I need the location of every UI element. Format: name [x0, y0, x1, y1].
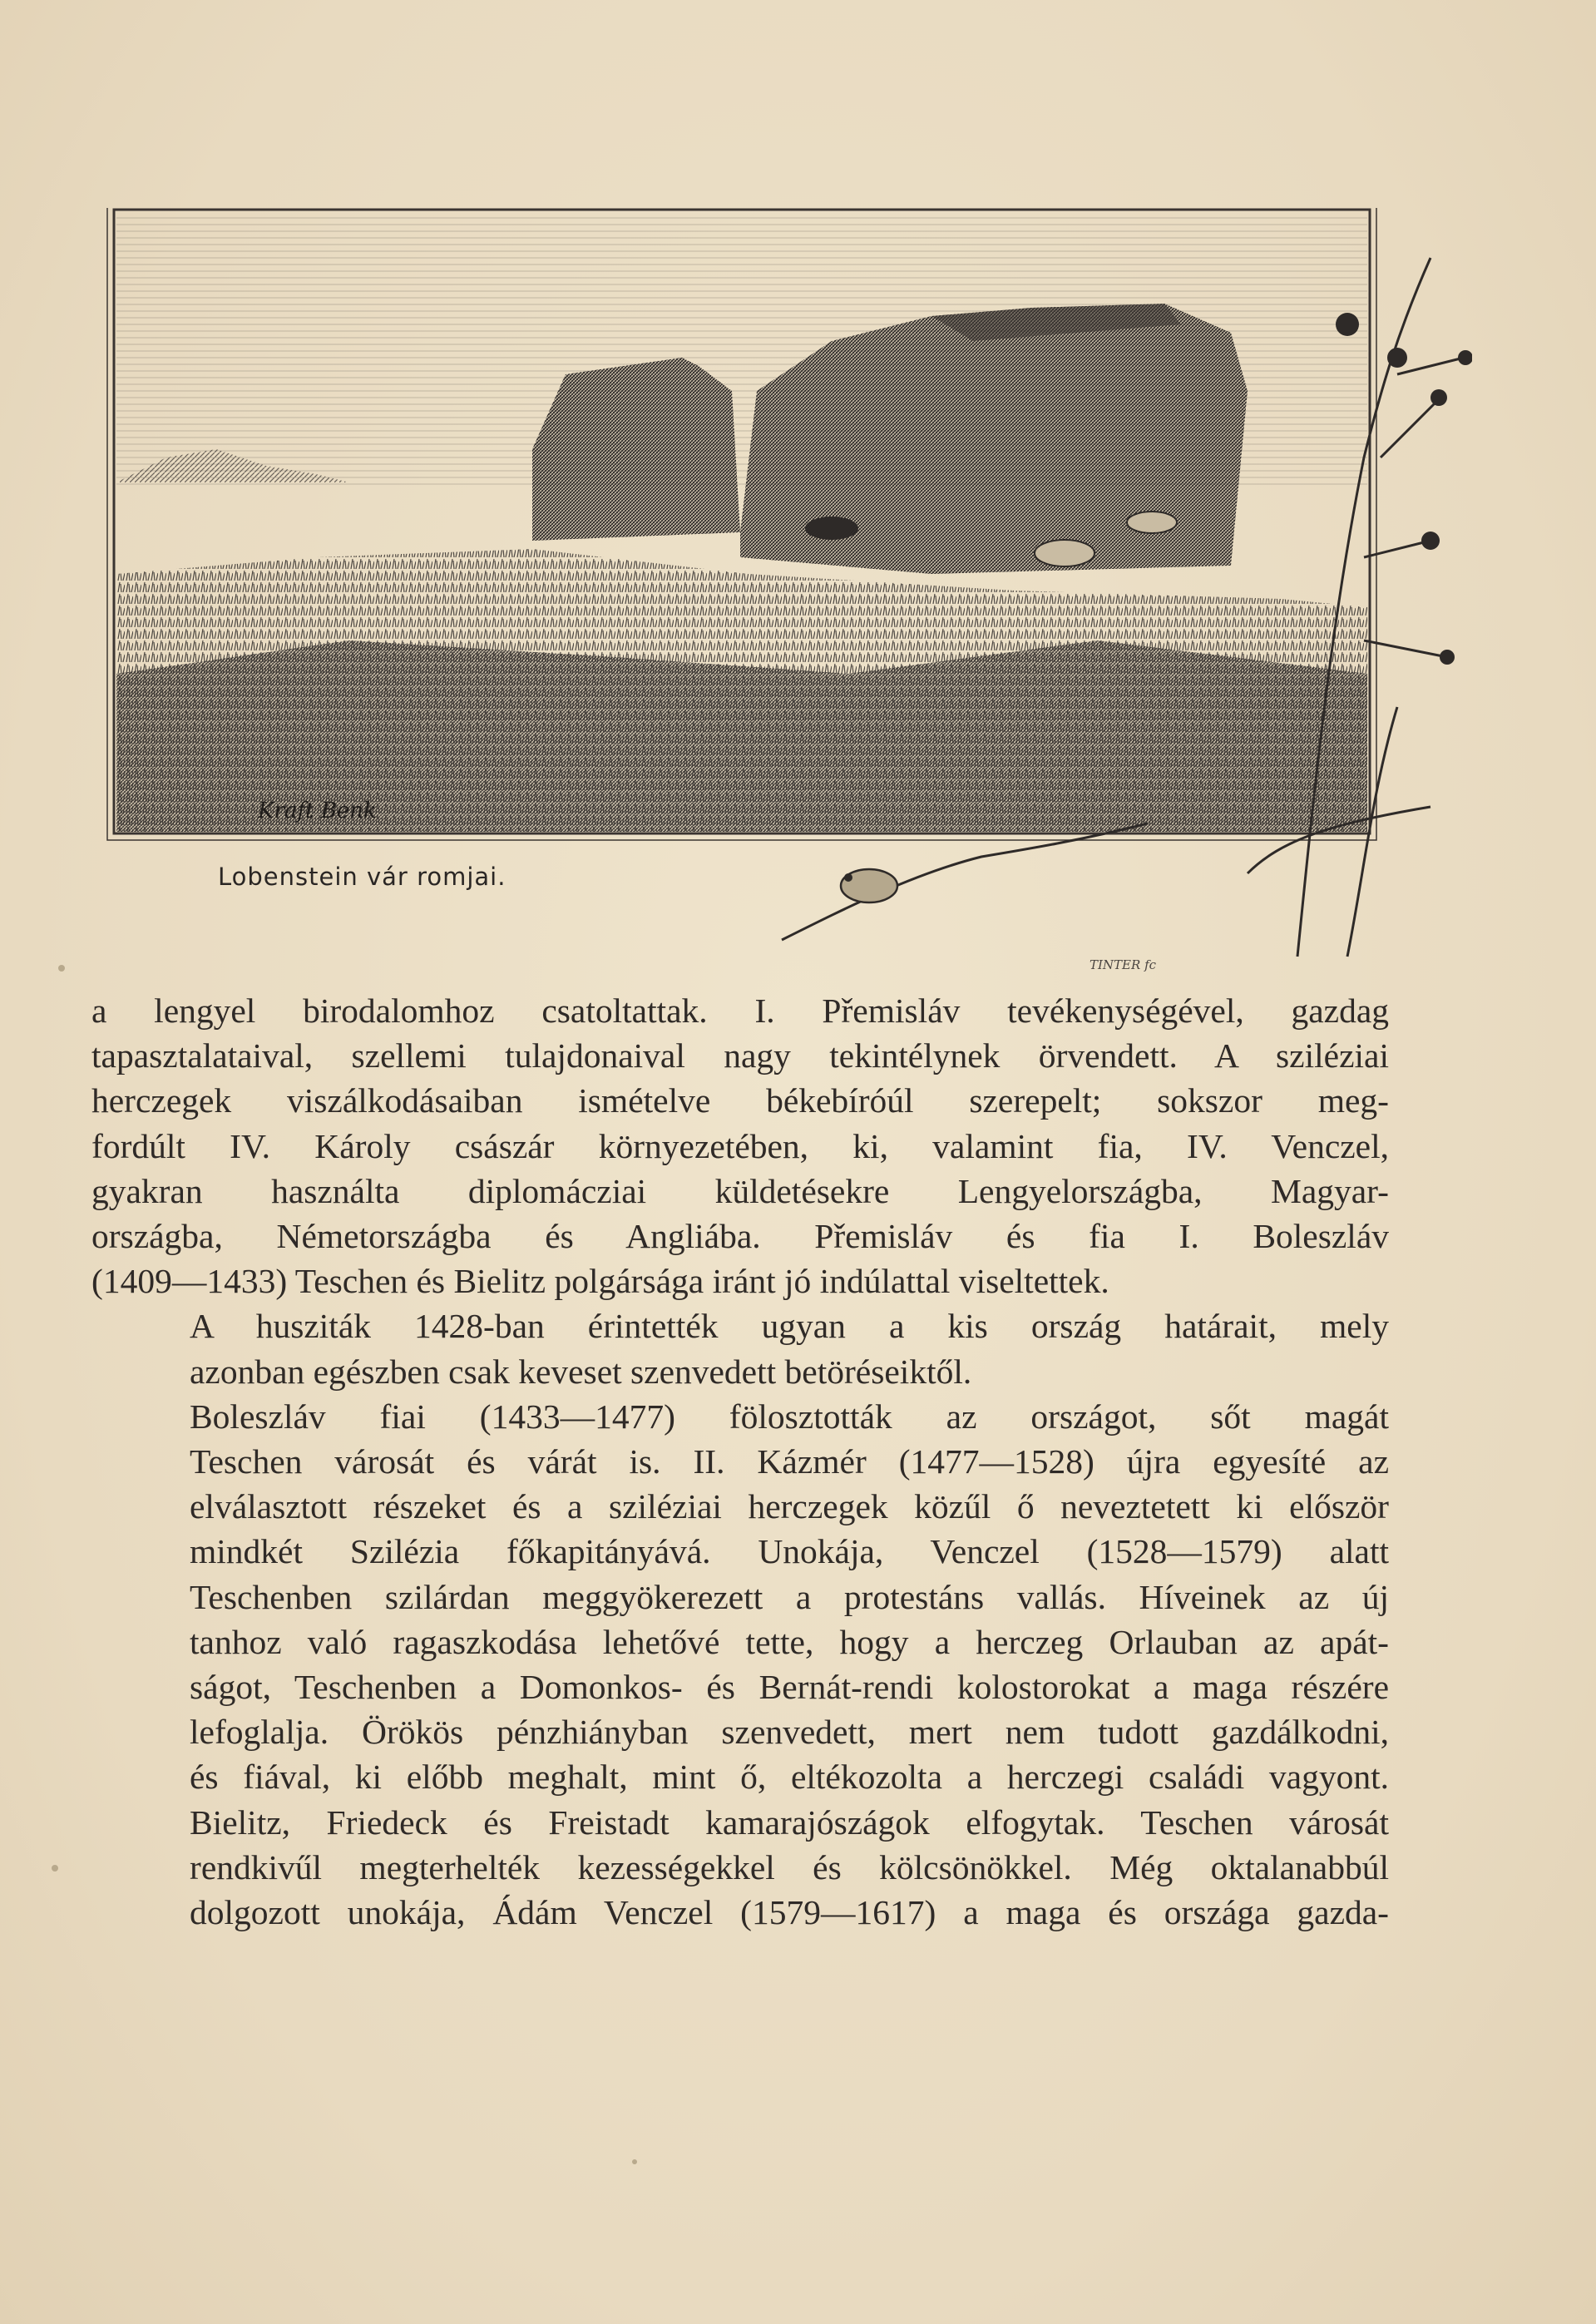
text-line: Teschenben szilárdan meggyökerezett a protestáns vallás. Híveinek az új — [190, 1577, 1389, 1616]
text-line: dolgozott unokája, Ádám Venczel (1579—1617) a maga és országa gazda- — [190, 1893, 1389, 1932]
text-line: tapasztalataival, szellemi tulajdonaival nagy tekintélynek örvendett. A sziléziai — [91, 1036, 1389, 1075]
text-line: Teschen városát és várát is. II. Kázmér (1477—1528) újra egyesíté az — [190, 1442, 1389, 1481]
text-line: lefoglalja. Örökös pénzhiányban szenvedett, mert nem tudott gazdálkodni, — [190, 1713, 1389, 1752]
text-line: herczegek viszálkodásaiban ismételve békebíróúl szerepelt; sokszor meg- — [91, 1081, 1389, 1120]
artist-signature: Kraft Benk — [258, 799, 377, 823]
paper-spot — [58, 965, 65, 972]
text-line: elválasztott részeket és a sziléziai herczegek közűl ő neveztetett ki először — [190, 1487, 1389, 1526]
text-line: A husziták 1428-ban érintették ugyan a kis ország határait, mely — [190, 1307, 1389, 1346]
ruins-engraving — [100, 208, 1472, 973]
paper-spot — [632, 2159, 637, 2164]
text-line: gyakran használta diplomácziai küldetésekre Lengyelországba, Magyar- — [91, 1171, 1389, 1210]
text-line: tanhoz való ragaszkodása lehetővé tette, hogy a herczeg Orlauban az apát- — [190, 1622, 1389, 1661]
text-line: országba, Németországba és Angliába. Přemisláv és fia I. Boleszláv — [91, 1217, 1389, 1256]
engraver-signature: TINTER fc — [1090, 957, 1157, 972]
paragraph — [91, 1303, 1389, 1393]
text-line: a lengyel birodalomhoz csatoltattak. I. Přemisláv tevékenységével, gazdag — [91, 991, 1389, 1030]
text-line: és fiával, ki előbb meghalt, mint ő, eltékozolta a herczegi családi vagyont. — [190, 1758, 1389, 1797]
text-line: fordúlt IV. Károly császár környezetében, ki, valamint fia, IV. Venczel, — [91, 1126, 1389, 1165]
paper-spot — [52, 1865, 58, 1872]
text-line: azonban egészben csak keveset szenvedett betöréseiktől. — [190, 1352, 972, 1391]
figure-caption: Lobenstein vár romjai. — [218, 863, 506, 891]
text-line: Boleszláv fiai (1433—1477) fölosztották az országot, sőt magát — [190, 1397, 1389, 1436]
paragraph — [91, 988, 1389, 1303]
paragraph — [91, 1394, 1389, 1935]
text-line: (1409—1433) Teschen és Bielitz polgársága iránt jó indúlattal viseltettek. — [91, 1262, 1109, 1301]
text-line: mindkét Szilézia főkapitányává. Unokája, Venczel (1528—1579) alatt — [190, 1532, 1389, 1571]
text-line: ságot, Teschenben a Domonkos- és Bernát-rendi kolostorokat a maga részére — [190, 1668, 1389, 1707]
text-line: rendkivűl megterhelték kezességekkel és kölcsönökkel. Még oktalanabbúl — [190, 1847, 1389, 1886]
body-text — [91, 988, 1389, 1935]
text-line: Bielitz, Friedeck és Freistadt kamarajószágok elfogytak. Teschen városát — [190, 1802, 1389, 1842]
